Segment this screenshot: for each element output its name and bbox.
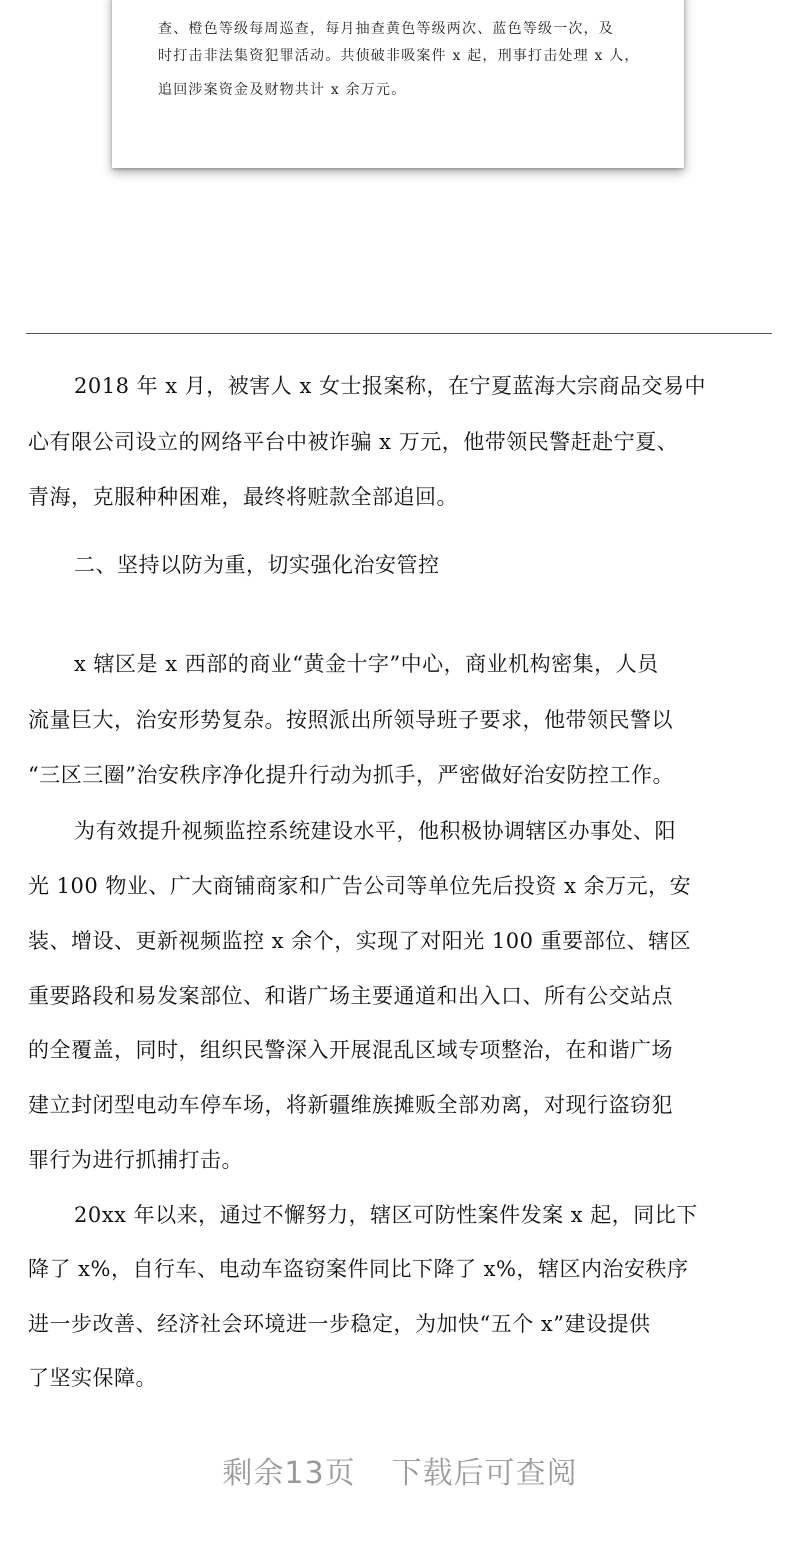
remaining-pages-notice[interactable]	[0, 1448, 800, 1492]
paragraph-line: “三区三圈”治安秩序净化提升行动为抓手，严密做好治安防控工作。	[28, 763, 674, 787]
paragraph-line: 心有限公司设立的网络平台中被诈骗 x 万元，他带领民警赶赴宁夏、	[28, 430, 679, 454]
paragraph-line: 光 100 物业、广大商铺商家和广告公司等单位先后投资 x 余万元，安	[28, 874, 692, 898]
paragraph-line: 为有效提升视频监控系统建设水平，他积极协调辖区办事处、阳	[74, 819, 676, 843]
paragraph-line: 重要路段和易发案部位、和谐广场主要通道和出入口、所有公交站点	[28, 984, 673, 1008]
paragraph-line: 流量巨大，治安形势复杂。按照派出所领导班子要求，他带领民警以	[28, 708, 673, 732]
preview-line: 追回涉案资金及财物共计 x 余万元。	[158, 82, 407, 98]
paragraph-line: 20xx 年以来，通过不懈努力，辖区可防性案件发案 x 起，同比下	[74, 1203, 698, 1227]
paragraph-line: 建立封闭型电动车停车场，将新疆维族摊贩全部劝离，对现行盗窃犯	[28, 1093, 673, 1117]
remaining-pages-label: 剩余13页	[222, 1456, 356, 1491]
page-divider	[26, 333, 772, 334]
section-heading: 二、坚持以防为重，切实强化治安管控	[74, 553, 440, 577]
paragraph-line: x 辖区是 x 西部的商业“黄金十字”中心，商业机构密集，人员	[74, 652, 659, 676]
preview-line: 时打击非法集资犯罪活动。共侦破非吸案件 x 起，刑事打击处理 x 人，	[158, 48, 640, 64]
paragraph-line: 降了 x%，自行车、电动车盗窃案件同比下降了 x%，辖区内治安秩序	[28, 1257, 689, 1281]
paragraph-line: 的全覆盖，同时，组织民警深入开展混乱区域专项整治，在和谐广场	[28, 1038, 673, 1062]
preview-line: 查、橙色等级每周巡查，每月抽查黄色等级两次、蓝色等级一次，及	[158, 21, 614, 37]
paragraph-line: 了坚实保障。	[28, 1366, 157, 1390]
paragraph-line: 2018 年 x 月，被害人 x 女士报案称，在宁夏蓝海大宗商品交易中	[74, 374, 707, 398]
paragraph-line: 青海，克服种种困难，最终将赃款全部追回。	[28, 485, 458, 509]
paragraph-line: 装、增设、更新视频监控 x 余个，实现了对阳光 100 重要部位、辖区	[28, 929, 692, 953]
download-hint-label: 下载后可查阅	[391, 1456, 578, 1491]
paragraph-line: 罪行为进行抓捕打击。	[28, 1148, 243, 1172]
paragraph-line: 进一步改善、经济社会环境进一步稳定，为加快“五个 x”建设提供	[28, 1312, 651, 1336]
previous-page-preview	[112, 0, 684, 168]
